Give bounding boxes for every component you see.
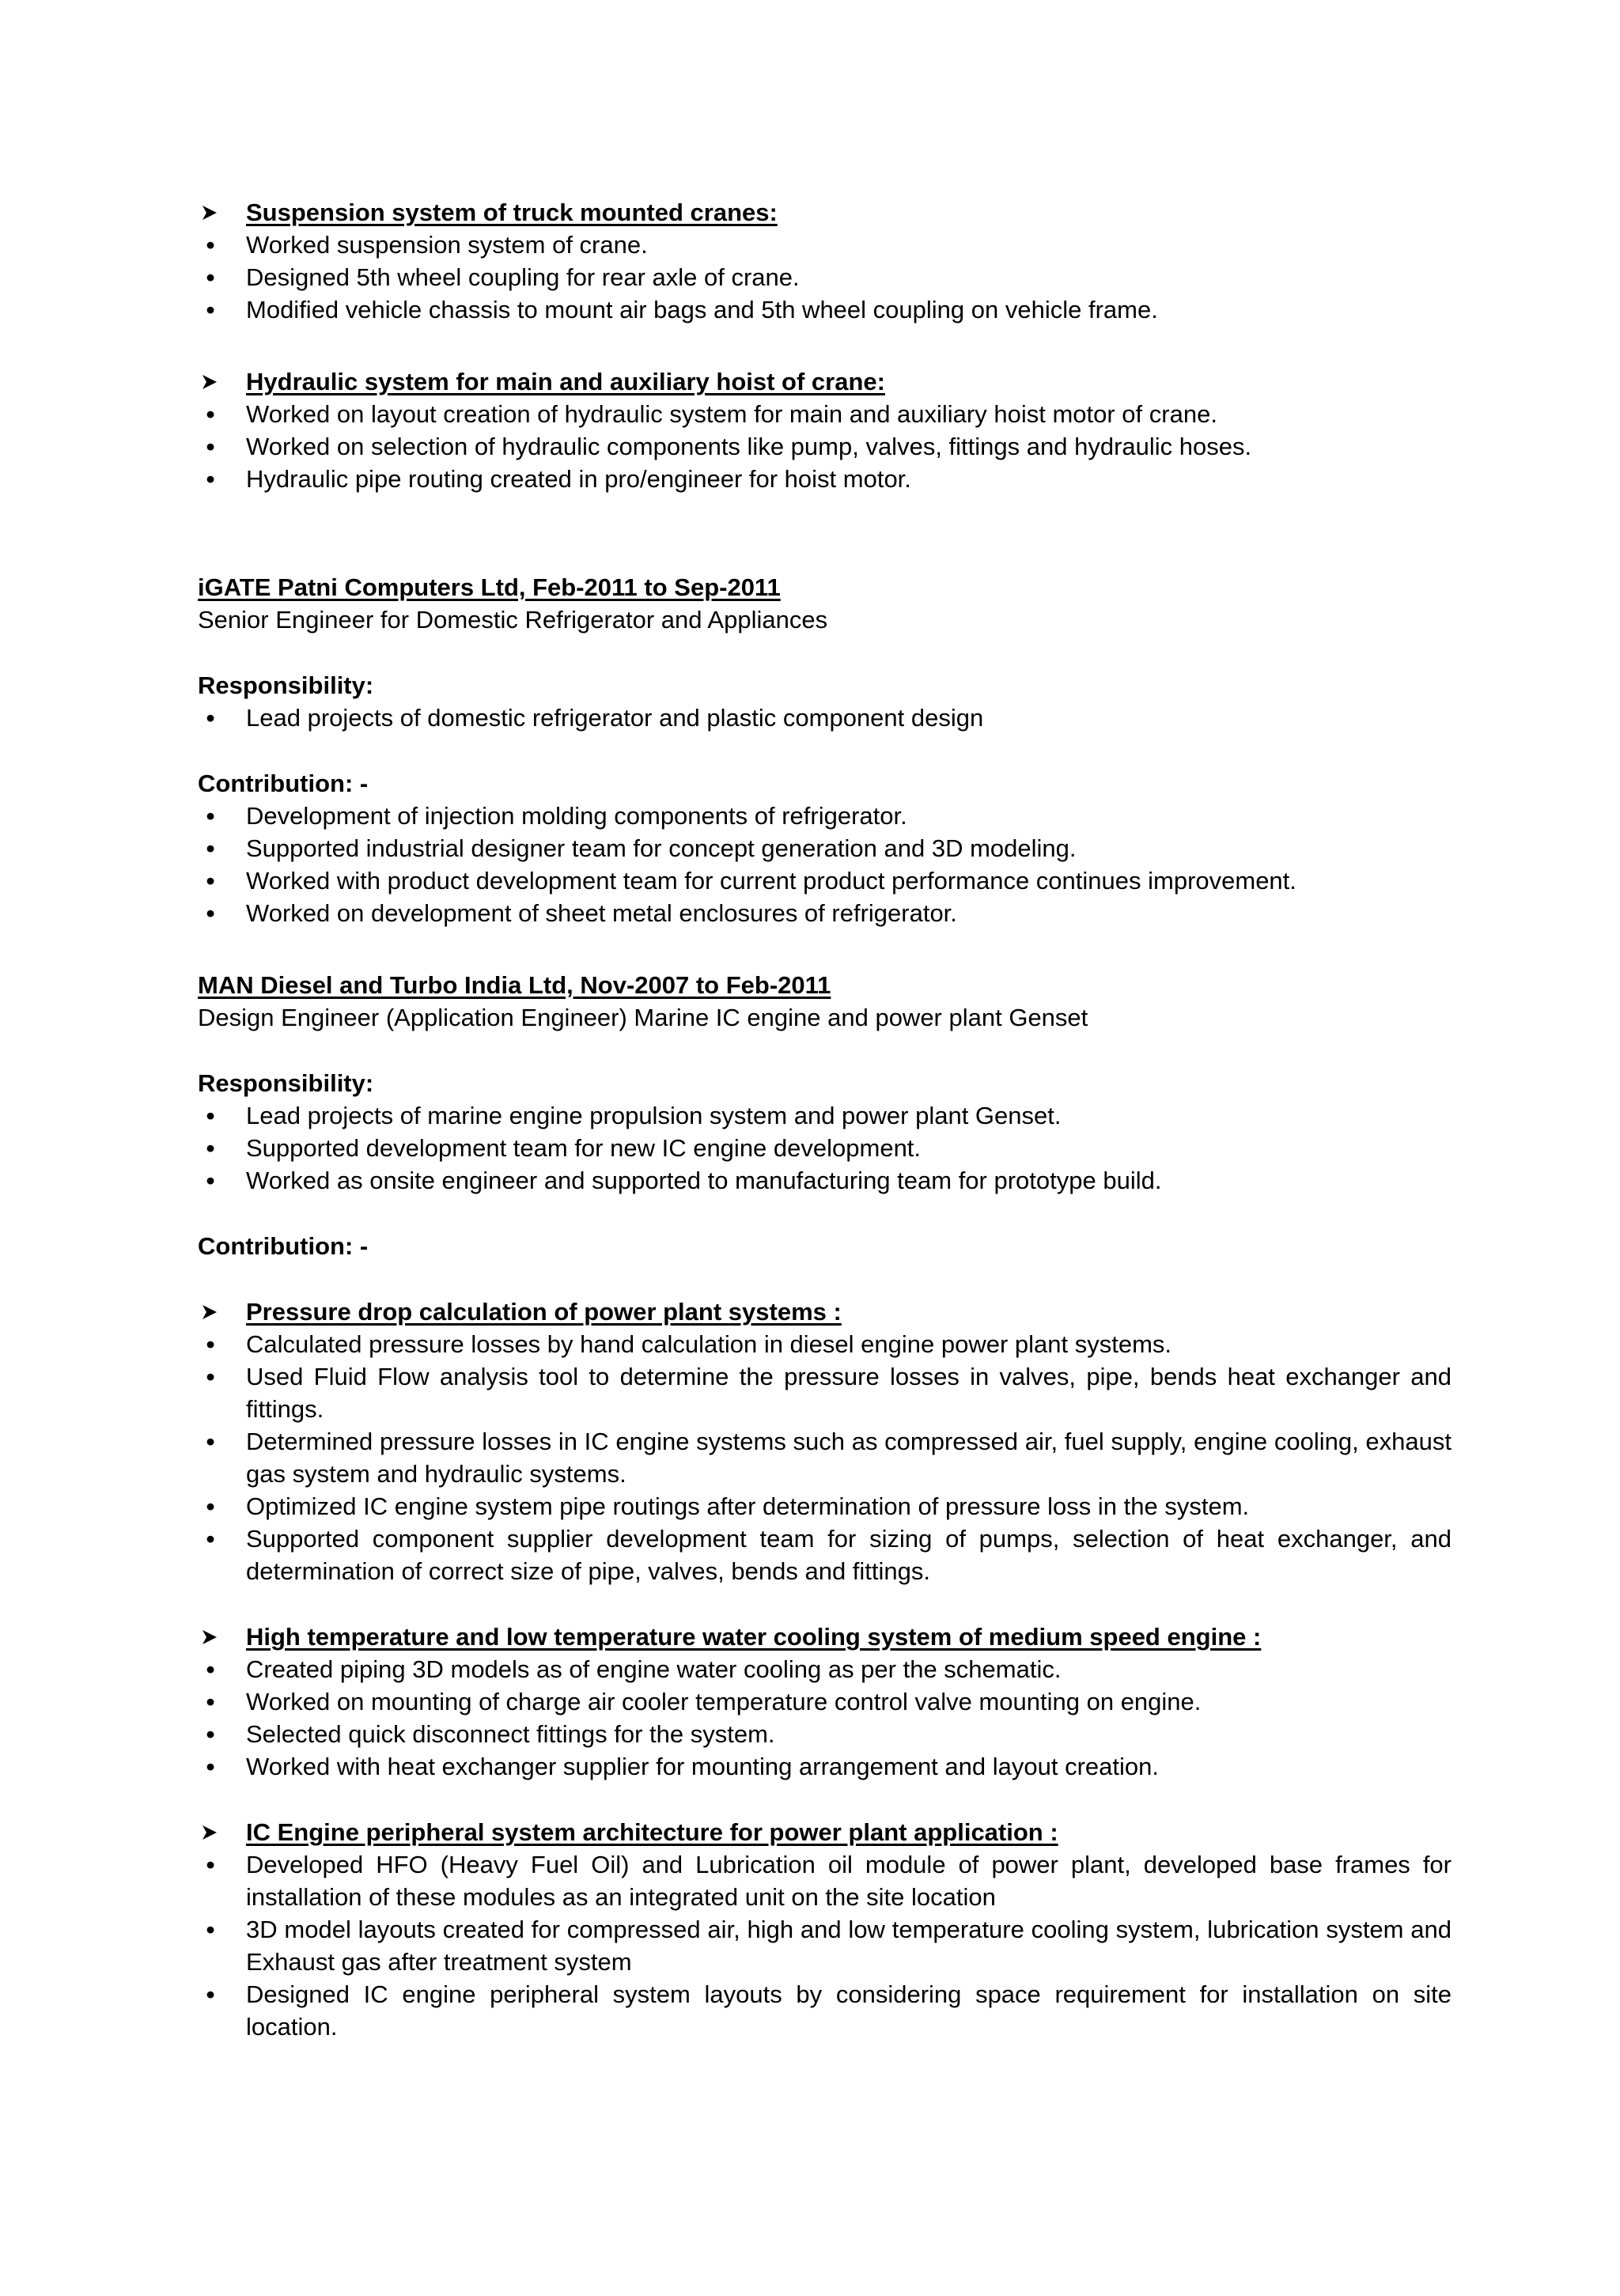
contribution-label: Contribution: - [198, 1232, 369, 1260]
section-heading-pressure-drop: Pressure drop calculation of power plant systems : [198, 1296, 1452, 1328]
bullet-icon: • [206, 834, 215, 862]
list-item: • Worked on layout creation of hydraulic system for main and auxiliary hoist motor of crane. [198, 398, 1452, 430]
responsibility-label: Responsibility: [198, 1069, 374, 1097]
list-item: • Worked on development of sheet metal enclosures of refrigerator. [198, 897, 1452, 929]
bullet-icon: • [206, 465, 215, 493]
section-heading-crane-hydraulic: Hydraulic system for main and auxiliary hoist of crane: [198, 365, 1452, 398]
list-item: • Created piping 3D models as of engine water cooling as per the schematic. [198, 1653, 1452, 1685]
bullet-icon: • [206, 1525, 215, 1553]
list-item: • Selected quick disconnect fittings for the system. [198, 1718, 1452, 1750]
bullet-icon: • [206, 263, 215, 291]
list-item: • Determined pressure losses in IC engine systems such as compressed air, fuel supply, engine cooling, exhaust gas system and hydraulic systems. [198, 1425, 1452, 1490]
arrow-bullet-icon [201, 373, 218, 391]
list-item: • 3D model layouts created for compressed air, high and low temperature cooling system, lubrication system and Exhaust gas after treatment system [198, 1913, 1452, 1978]
responsibility-label: Responsibility: [198, 671, 374, 699]
arrow-bullet-icon [201, 204, 218, 221]
list-item: • Lead projects of marine engine propulsion system and power plant Genset. [198, 1099, 1452, 1132]
bullet-icon: • [206, 231, 215, 259]
list-item: • Worked on mounting of charge air cooler temperature control valve mounting on engine. [198, 1685, 1452, 1718]
list-item: • Calculated pressure losses by hand calculation in diesel engine power plant systems. [198, 1328, 1452, 1360]
list-item: • Modified vehicle chassis to mount air bags and 5th wheel coupling on vehicle frame. [198, 293, 1452, 326]
list-item: • Supported industrial designer team for concept generation and 3D modeling. [198, 832, 1452, 864]
bullet-icon: • [206, 1363, 215, 1390]
bullet-icon: • [206, 1102, 215, 1129]
job-title-igate: iGATE Patni Computers Ltd, Feb-2011 to Sep-2011 [198, 573, 781, 601]
bullet-icon: • [206, 1492, 215, 1520]
bullet-icon: • [206, 400, 215, 428]
list-item: • Supported component supplier development team for sizing of pumps, selection of heat exchanger, and determination of correct size of pipe, valves, bends and fittings. [198, 1522, 1452, 1587]
bullet-icon: • [206, 1688, 215, 1715]
bullet-icon: • [206, 1720, 215, 1748]
contribution-label: Contribution: - [198, 770, 369, 797]
arrow-bullet-icon [201, 1628, 218, 1646]
job-title-man: MAN Diesel and Turbo India Ltd, Nov-2007 to Feb-2011 [198, 971, 831, 999]
bullet-icon: • [206, 1167, 215, 1194]
list-item: • Designed IC engine peripheral system layouts by considering space requirement for installation on site location. [198, 1978, 1452, 2043]
list-item: • Used Fluid Flow analysis tool to determine the pressure losses in valves, pipe, bends heat exchanger and fittings. [198, 1360, 1452, 1425]
section-heading-cooling: High temperature and low temperature water cooling system of medium speed engine : [198, 1621, 1452, 1653]
job-role-man: Design Engineer (Application Engineer) Marine IC engine and power plant Genset [198, 1004, 1088, 1031]
bullet-icon: • [206, 1916, 215, 1943]
list-item: • Supported development team for new IC engine development. [198, 1132, 1452, 1164]
bullet-icon: • [206, 1980, 215, 2008]
list-item: • Worked on selection of hydraulic components like pump, valves, fittings and hydraulic hoses. [198, 430, 1452, 463]
list-item: • Lead projects of domestic refrigerator and plastic component design [198, 702, 1452, 734]
arrow-bullet-icon [201, 1824, 218, 1841]
list-item: • Designed 5th wheel coupling for rear axle of crane. [198, 261, 1452, 293]
list-item: • Optimized IC engine system pipe routings after determination of pressure loss in the system. [198, 1490, 1452, 1522]
list-item: • Worked with product development team for current product performance continues improvement. [198, 864, 1452, 897]
bullet-icon: • [206, 296, 215, 323]
list-item: • Developed HFO (Heavy Fuel Oil) and Lubrication oil module of power plant, developed base frames for installation of these modules as an integrated unit on the site location [198, 1848, 1452, 1913]
bullet-icon: • [206, 867, 215, 895]
bullet-icon: • [206, 1428, 215, 1455]
list-item: • Worked with heat exchanger supplier for mounting arrangement and layout creation. [198, 1750, 1452, 1783]
arrow-bullet-icon [201, 1303, 218, 1321]
bullet-icon: • [206, 1753, 215, 1780]
bullet-icon: • [206, 899, 215, 927]
bullet-icon: • [206, 1330, 215, 1358]
resume-content [198, 196, 1452, 2043]
bullet-icon: • [206, 433, 215, 460]
job-role-igate: Senior Engineer for Domestic Refrigerator and Appliances [198, 606, 828, 634]
section-heading-crane-suspension: Suspension system of truck mounted cranes: [198, 196, 1452, 229]
section-heading-peripheral: IC Engine peripheral system architecture for power plant application : [198, 1816, 1452, 1848]
bullet-icon: • [206, 1851, 215, 1878]
list-item: • Development of injection molding components of refrigerator. [198, 800, 1452, 832]
bullet-icon: • [206, 1134, 215, 1162]
list-item: • Worked as onsite engineer and supported to manufacturing team for prototype build. [198, 1164, 1452, 1197]
list-item: • Hydraulic pipe routing created in pro/engineer for hoist motor. [198, 463, 1452, 495]
bullet-icon: • [206, 1655, 215, 1683]
bullet-icon: • [206, 802, 215, 830]
list-item: • Worked suspension system of crane. [198, 229, 1452, 261]
bullet-icon: • [206, 704, 215, 732]
